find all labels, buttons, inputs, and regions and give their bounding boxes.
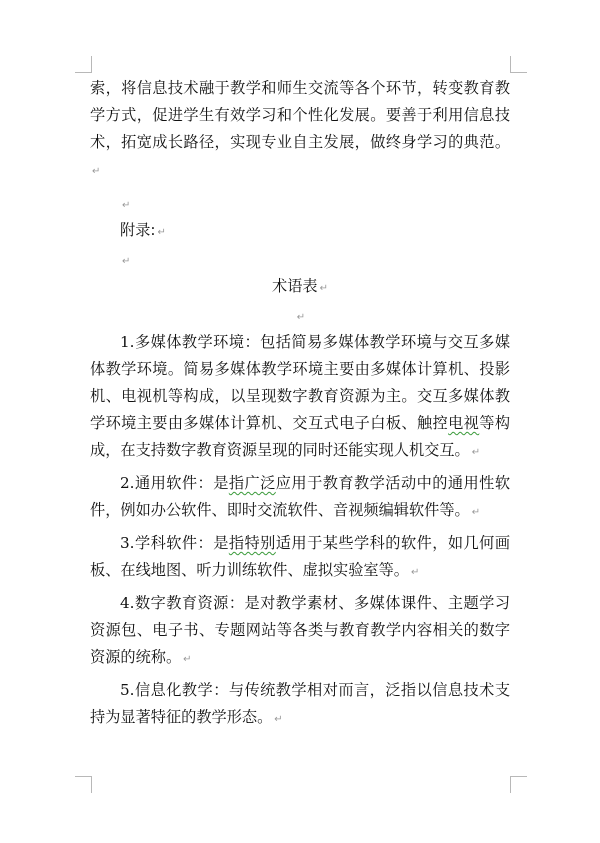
term-name: 学科软件	[134, 534, 198, 552]
paragraph-mark: ↵	[410, 567, 420, 578]
empty-paragraph	[90, 246, 510, 273]
paragraph-mark: ↵	[471, 507, 481, 518]
crop-mark-bottom-right	[510, 776, 527, 793]
intro-text: 索，将信息技术融于教学和师生交流等各个环节，转变教育教学方式，促进学生有效学习和个性化发展。要善于利用信息技术，拓宽成长路径，实现专业自主发展，做终身学习的典范。	[90, 79, 510, 151]
term-number: 3.	[120, 534, 135, 552]
term-body: ：是	[197, 474, 229, 492]
glossary-title-paragraph	[90, 273, 510, 302]
paragraph-mark: ↵	[183, 654, 192, 665]
term-number: 4.	[120, 594, 135, 612]
term-number: 1.	[120, 333, 135, 351]
term-name: 信息化教学	[134, 681, 214, 699]
term-name: 数字教育资源	[134, 594, 229, 612]
term-paragraph-4	[90, 590, 510, 673]
term-body: ：是对教学素材、多媒体课件、主题学习资源包、电子书、专题网站等各类与教育教学内容相关的数字资源的统称。	[90, 594, 511, 666]
term-body: 适用于某些学科的软件，如几何画板、在线地图、听力训练软件、虚拟实验室等。	[90, 534, 511, 579]
paragraph-mark: ↵	[296, 312, 306, 323]
term-paragraph-3	[90, 530, 510, 586]
term-paragraph-1	[90, 329, 510, 466]
crop-mark-top-right	[510, 56, 527, 73]
appendix-label: 附录:	[120, 221, 156, 239]
paragraph-mark: ↵	[92, 166, 101, 177]
term-name: 多媒体教学环境	[134, 333, 245, 351]
term-number: 5.	[120, 681, 135, 699]
paragraph-mark: ↵	[319, 283, 328, 294]
paragraph-mark: ↵	[471, 447, 481, 458]
paragraph-mark: ↵	[122, 200, 131, 211]
paragraph-mark: ↵	[274, 714, 283, 725]
page-content	[90, 75, 510, 737]
empty-paragraph	[90, 302, 510, 329]
crop-mark-bottom-left	[75, 776, 92, 793]
grammar-marked-text[interactable]: 指特别	[228, 534, 276, 552]
term-body: ：与传统教学相对而言，泛指以信息技术支持为显著特征的教学形态。	[90, 681, 511, 726]
paragraph-mark: ↵	[122, 256, 131, 267]
paragraph-mark: ↵	[157, 227, 166, 238]
term-paragraph-2	[90, 470, 510, 526]
empty-paragraph	[90, 190, 510, 217]
appendix-label-paragraph	[90, 217, 510, 246]
term-body: 应用于教育教学活动中的通用性软件，例如办公软件、即时交流软件、音视频编辑软件等。	[90, 474, 511, 519]
crop-mark-top-left	[75, 56, 92, 73]
term-name: 通用软件	[134, 474, 198, 492]
glossary-title: 术语表	[272, 277, 318, 295]
term-number: 2.	[120, 474, 135, 492]
term-body: ：是	[197, 534, 229, 552]
term-paragraph-5	[90, 677, 510, 733]
term-body: ：包括简易多媒体教学环境与交互多媒体教学环境。简易多媒体教学环境主要由多媒体计算机、投影机、电视机等构成，以呈现数字教育资源为主。交互多媒体教学环境主要由多媒体计算机、交互式电子白板、触控	[90, 333, 511, 432]
grammar-marked-text[interactable]: 指广泛	[228, 474, 276, 492]
grammar-marked-text[interactable]: 电视	[448, 414, 480, 432]
term-body: 等构成，在支持数字教育资源呈现的同时还能实现人机交互。	[90, 414, 511, 459]
intro-paragraph	[90, 75, 510, 185]
